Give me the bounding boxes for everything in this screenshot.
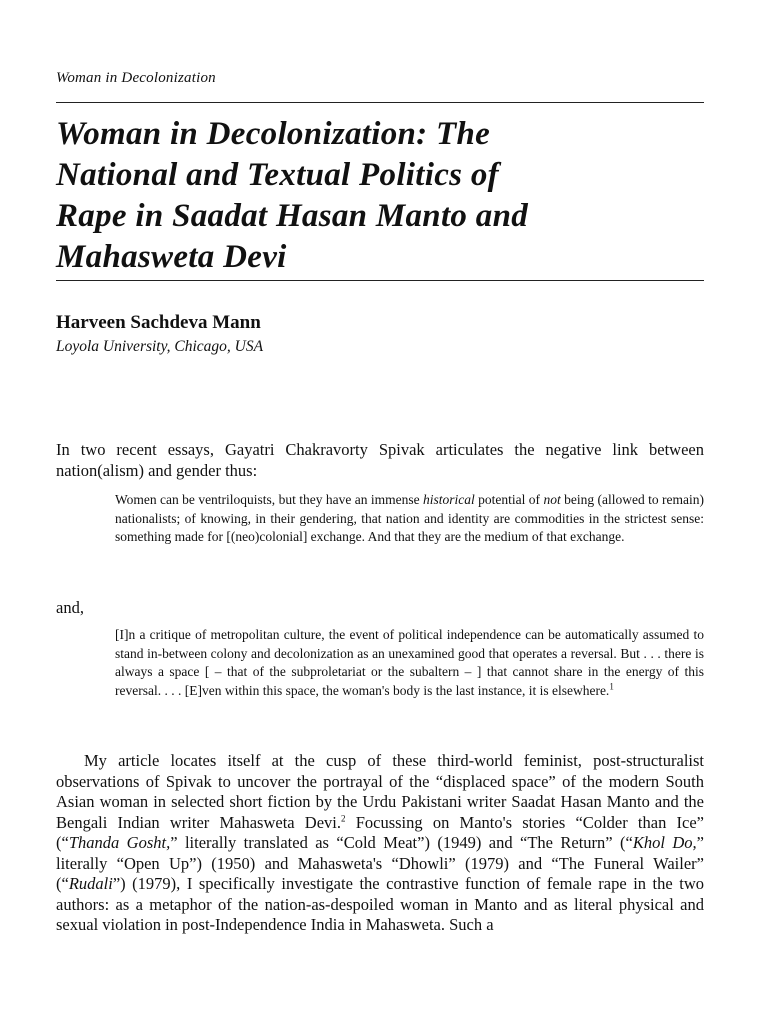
running-head: Woman in Decolonization bbox=[56, 70, 216, 86]
block-quote-1 bbox=[115, 491, 704, 547]
title-rule-bottom bbox=[56, 280, 704, 281]
author-affiliation: Loyola University, Chicago, USA bbox=[56, 338, 264, 355]
quote-emphasis: historical bbox=[423, 492, 475, 507]
italic-title: Thanda Gosht, bbox=[68, 833, 171, 852]
paragraph-text: My article locates itself at the cusp of these third-world feminist, post-structuralist observations of Spivak to uncover the portrayal of the “displaced space” of the modern South Asian woman in selected short fiction by the Urdu Pakistani writer Saadat Hasan Manto and the Bengali Indian writer Mahasweta Devi. bbox=[56, 751, 704, 832]
connector-text: and, bbox=[56, 598, 84, 617]
main-paragraph bbox=[56, 751, 704, 936]
title-line: Rape in Saadat Hasan Manto and bbox=[56, 198, 529, 234]
title-line: National and Textual Politics of bbox=[56, 157, 499, 193]
paragraph-text: ” literally translated as “Cold Meat”) (1949) and “The Return” (“ bbox=[170, 833, 633, 852]
intro-paragraph: In two recent essays, Gayatri Chakravorty Spivak articulates the negative link between nation(alism) and gender thus: bbox=[56, 440, 704, 480]
footnote-marker[interactable]: 1 bbox=[609, 681, 614, 692]
italic-title: Khol Do, bbox=[632, 833, 697, 852]
paragraph-text: ” literally “Open Up”) (1950) and Mahasweta's “Dhowli” (1979) and “The Funeral Wailer” (“ bbox=[56, 833, 704, 893]
title-line: Mahasweta Devi bbox=[56, 239, 287, 275]
article-title bbox=[56, 114, 716, 278]
paragraph-text: ”) (1979), I specifically investigate the contrastive function of female rape in the two authors: as a metaphor of the nation-as-despoiled woman in Manto and as literal physical and sexual violation in post-Independence India in Mahasweta. Such a bbox=[56, 874, 704, 934]
title-line: Woman in Decolonization: The bbox=[56, 116, 491, 152]
paragraph-text: Focussing on Manto's stories “Colder than Ice” (“ bbox=[56, 812, 704, 852]
footnote-marker[interactable]: 2 bbox=[341, 813, 346, 823]
quote-emphasis: not bbox=[543, 492, 561, 507]
italic-title: Rudali bbox=[68, 874, 113, 893]
quote-text: [I]n a critique of metropolitan culture, the event of political independence can be automatically assumed to stand in-between colony and decolonization as an unexamined good that operates a reversal. But . . . there is always a space [ – that of the subproletariat or the subaltern – ] that cannot share in the energy of this reversal. . . . [E]ven within this space, the woman's body is the last instance, it is elsewhere. bbox=[115, 627, 704, 698]
author-name: Harveen Sachdeva Mann bbox=[56, 312, 261, 333]
title-rule-top bbox=[56, 102, 704, 103]
quote-text: Women can be ventriloquists, but they have an immense bbox=[115, 492, 424, 507]
block-quote-2 bbox=[115, 626, 704, 700]
quote-text: potential of bbox=[474, 492, 544, 507]
quote-text: being (allowed to remain) nationalists; of knowing, in their gendering, that nation and identity are commodities in the strictest sense: something made for [(neo)colonial] exchange. And that they are the medium of that exchange. bbox=[115, 492, 704, 545]
